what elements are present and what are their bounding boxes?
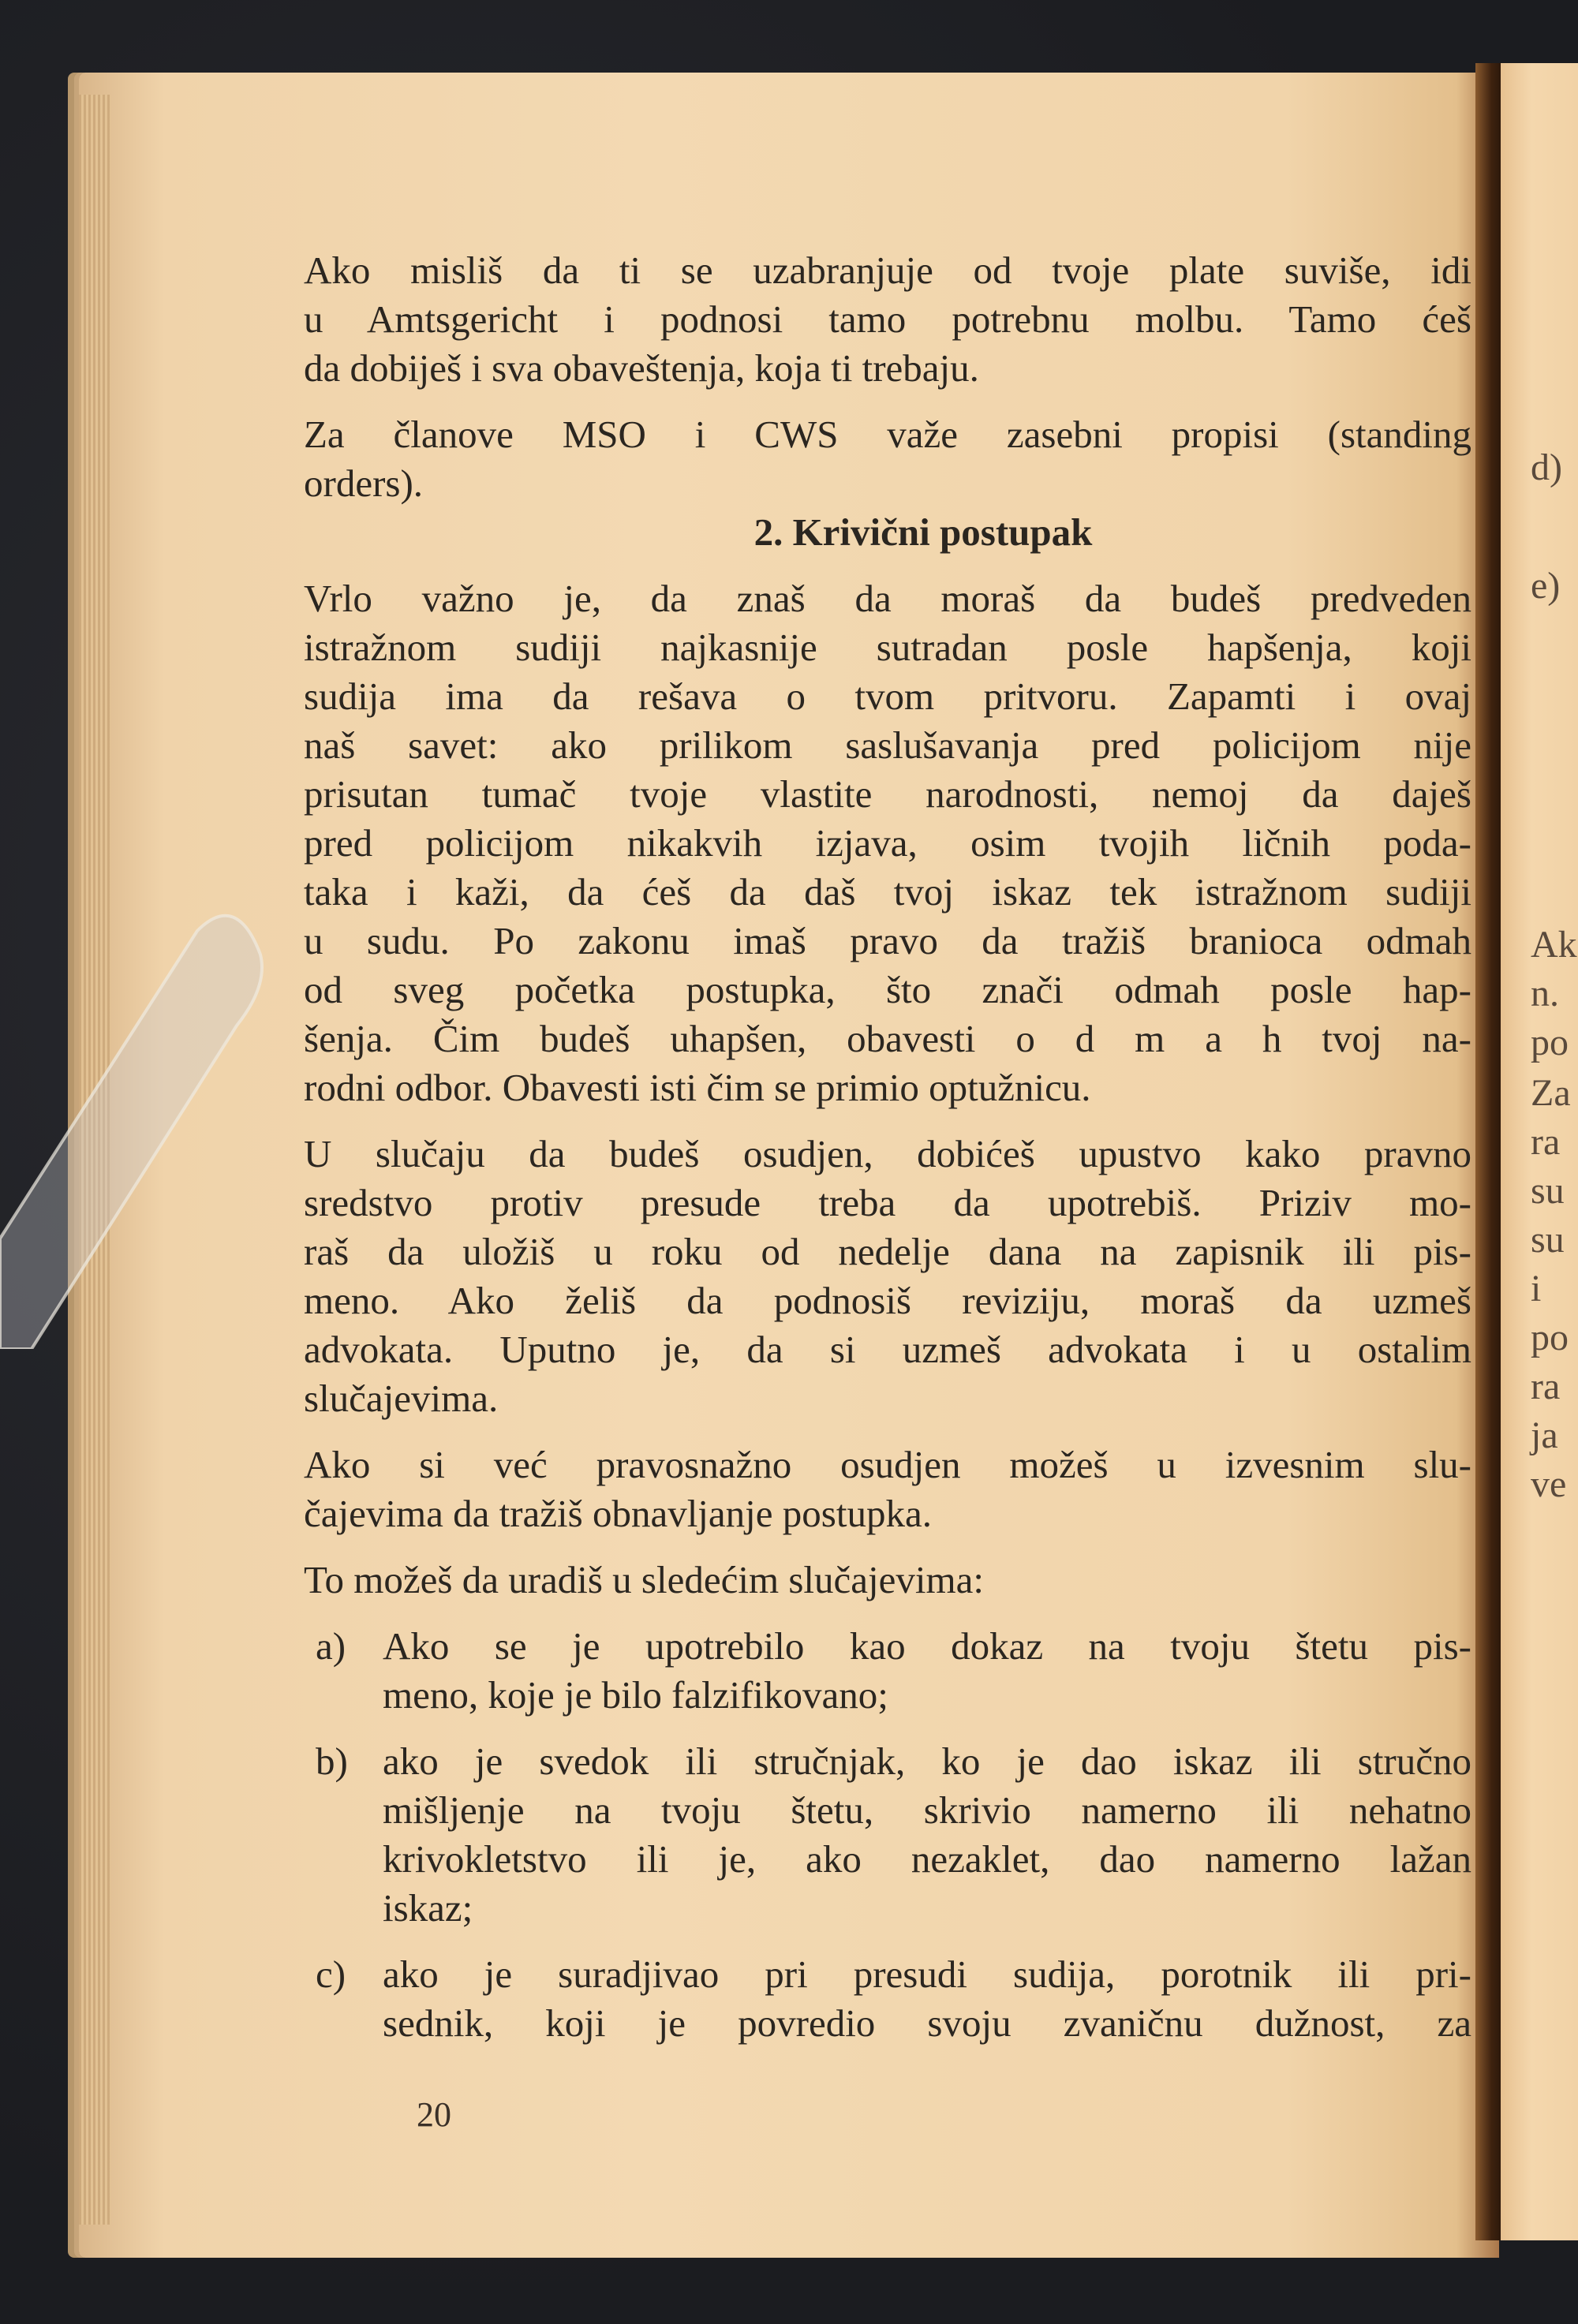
list-item bbox=[304, 1950, 1471, 2048]
list-item-label: c) bbox=[316, 1952, 346, 1996]
list-item bbox=[304, 1622, 1471, 1720]
text-line: mišljenje na tvoju štetu, skrivio namerno ili nehatno bbox=[383, 1788, 1471, 1832]
right-page bbox=[1501, 63, 1578, 2240]
text-line: prisutan tumač tvoje vlastite narodnosti, nemoj da daješ bbox=[304, 772, 1471, 816]
right-page-fragment: su bbox=[1531, 1219, 1565, 1261]
paragraph bbox=[304, 410, 1471, 508]
text-line: advokata. Uputno je, da si uzmeš advokata i u ostalim bbox=[304, 1328, 1471, 1371]
text-line: rodni odbor. Obavesti isti čim se primio optužnicu. bbox=[304, 1066, 1091, 1109]
page-body bbox=[304, 246, 1471, 2065]
list-item-body bbox=[383, 1622, 1471, 1720]
right-page-fragment: i bbox=[1531, 1268, 1542, 1310]
text-line: u Amtsgericht i podnosi tamo potrebnu molbu. Tamo ćeš bbox=[304, 297, 1471, 341]
text-line: U slučaju da budeš osudjen, dobićeš upustvo kako pravno bbox=[304, 1132, 1471, 1175]
right-page-fragment: su bbox=[1531, 1170, 1565, 1212]
list-item-body bbox=[383, 1950, 1471, 2048]
text-line: šenja. Čim budeš uhapšen, obavesti o d m a h tvoj na- bbox=[304, 1017, 1471, 1060]
text-line: To možeš da uradiš u sledećim slučajevima: bbox=[304, 1558, 984, 1601]
right-page-fragment: Ak bbox=[1531, 924, 1577, 966]
right-page-fragment: ja bbox=[1531, 1414, 1558, 1456]
paragraph bbox=[304, 1130, 1471, 1423]
text-line: raš da uložiš u roku od nedelje dana na zapisnik ili pis- bbox=[304, 1230, 1471, 1273]
text-line: orders). bbox=[304, 461, 424, 505]
text-line: meno, koje je bilo falzifikovano; bbox=[383, 1673, 888, 1717]
paragraph bbox=[304, 1440, 1471, 1538]
text-line: Ako si već pravosnažno osudjen možeš u izvesnim slu- bbox=[304, 1443, 1471, 1486]
text-line: sredstvo protiv presude treba da upotrebiš. Priziv mo- bbox=[304, 1181, 1471, 1224]
text-line: sednik, koji je povredio svoju zvaničnu dužnost, za bbox=[383, 2001, 1471, 2045]
page-number: 20 bbox=[417, 2095, 451, 2134]
text-line: slučajevima. bbox=[304, 1377, 499, 1420]
right-page-fragment: po bbox=[1531, 1317, 1569, 1358]
right-page-fragment: ra bbox=[1531, 1121, 1561, 1163]
text-line: u sudu. Po zakonu imaš pravo da tražiš branioca odmah bbox=[304, 919, 1471, 962]
text-line: krivokletstvo ili je, ako nezaklet, dao namerno lažan bbox=[383, 1837, 1471, 1881]
book-gutter bbox=[1475, 63, 1502, 2240]
text-line: od sveg početka postupka, što znači odmah posle hap- bbox=[304, 968, 1471, 1011]
paragraph bbox=[304, 246, 1471, 393]
text-line: Za članove MSO i CWS važe zasebni propisi (standing bbox=[304, 413, 1471, 456]
text-line: čajevima da tražiš obnavljanje postupka. bbox=[304, 1492, 932, 1535]
list-item bbox=[304, 1737, 1471, 1933]
right-page-fragment: Za bbox=[1531, 1072, 1571, 1114]
list-item-label: a) bbox=[316, 1624, 346, 1668]
right-page-fragment: e) bbox=[1531, 565, 1561, 607]
plastic-bookmark-clip bbox=[0, 907, 284, 1349]
text-line: istražnom sudiji najkasnije sutradan posle hapšenja, koji bbox=[304, 626, 1471, 669]
right-page-fragment: ve bbox=[1531, 1463, 1567, 1505]
text-line: ako je suradjivao pri presudi sudija, porotnik ili pri- bbox=[383, 1952, 1471, 1996]
paragraph bbox=[304, 1556, 1471, 1605]
text-line: naš savet: ako prilikom saslušavanja pred policijom nije bbox=[304, 723, 1471, 767]
text-line: Ako mislіš da ti se uzabranjuje od tvoje plate suviše, idi bbox=[304, 248, 1471, 292]
list-item-body bbox=[383, 1737, 1471, 1933]
right-page-fragment: ra bbox=[1531, 1366, 1561, 1407]
text-line: meno. Ako želiš da podnosiš reviziju, moraš da uzmeš bbox=[304, 1279, 1471, 1322]
text-line: pred policijom nikakvih izjava, osim tvojih ličnih poda- bbox=[304, 821, 1471, 865]
paragraph bbox=[304, 574, 1471, 1112]
text-line: da dobiješ i sva obaveštenja, koja ti trebaju. bbox=[304, 346, 979, 390]
right-page-fragment: n. bbox=[1531, 973, 1559, 1014]
text-line: sudija ima da rešava o tvom pritvoru. Zapamti i ovaj bbox=[304, 674, 1471, 718]
text-line: ako je svedok ili stručnjak, ko je dao iskaz ili stručno bbox=[383, 1739, 1471, 1783]
section-heading: 2. Krivični postupak bbox=[753, 510, 1093, 554]
text-line: Ako se je upotrebilo kao dokaz na tvoju štetu pis- bbox=[383, 1624, 1471, 1668]
text-line: Vrlo važno je, da znaš da moraš da budeš predveden bbox=[304, 577, 1471, 620]
text-line: taka i kaži, da ćeš da daš tvoj iskaz tek istražnom sudiji bbox=[304, 870, 1471, 914]
right-page-fragment: po bbox=[1531, 1022, 1569, 1063]
right-page-fragment: d) bbox=[1531, 446, 1562, 488]
list-item-label: b) bbox=[316, 1739, 348, 1783]
text-line: iskaz; bbox=[383, 1886, 473, 1930]
